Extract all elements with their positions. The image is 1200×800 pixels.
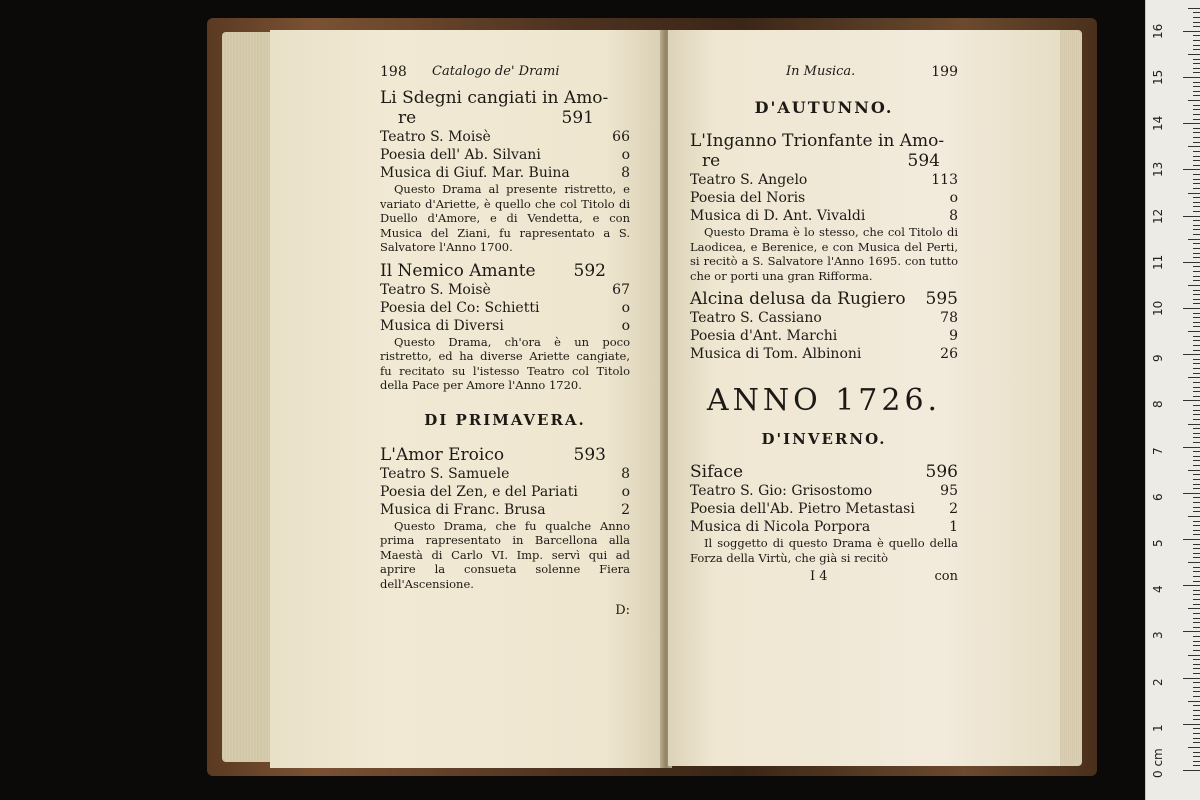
ruler-label: 10 — [1151, 300, 1165, 316]
ruler-tick — [1193, 160, 1200, 161]
ruler-tick — [1183, 585, 1200, 586]
ruler-tick — [1193, 91, 1200, 92]
ruler-tick — [1193, 618, 1200, 619]
entry-line: Poesia dell' Ab. Silvani — [380, 147, 541, 163]
ruler-tick — [1193, 299, 1200, 300]
ruler-tick — [1188, 8, 1200, 9]
entry-line-value: 8 — [621, 465, 630, 482]
ruler-tick — [1183, 77, 1200, 78]
ruler-tick — [1193, 119, 1200, 120]
ruler-tick — [1193, 17, 1200, 18]
ruler-tick — [1193, 622, 1200, 623]
ruler-tick — [1188, 655, 1200, 656]
entry-note: Questo Drama, ch'ora è un poco ristretto, ed ha diverse Ariette cangiate, fu recitato su l'istesso Teatro col Titolo della Pace per Amore l'Anno 1720. — [380, 334, 630, 392]
entry-595 — [690, 289, 958, 363]
entry-line: Poesia del Zen, e del Pariati — [380, 483, 578, 500]
ruler-label: 6 — [1151, 493, 1165, 501]
ruler-label: 15 — [1151, 69, 1165, 85]
entry-line-value: o — [621, 147, 630, 163]
entry-note: Questo Drama al presente ristretto, e variato d'Ariette, è quello che col Titolo di Duello d'Amore, e di Vendetta, e con Musica del Ziani, fu rapresentato a S. Salvatore l'Anno 1700. — [380, 182, 630, 254]
ruler-tick — [1193, 303, 1200, 304]
right-running-title: In Musica. — [786, 64, 856, 79]
entry-number: 592 — [573, 260, 606, 281]
right-page-number: 199 — [931, 64, 958, 80]
left-page — [270, 30, 664, 768]
ruler-tick — [1183, 308, 1200, 309]
ruler-label: 5 — [1151, 539, 1165, 547]
ruler-label: 16 — [1151, 23, 1165, 39]
ruler-tick — [1193, 479, 1200, 480]
ruler-tick — [1193, 368, 1200, 369]
entry-line: Musica di Diversi — [380, 317, 504, 334]
ruler-tick — [1193, 428, 1200, 429]
entry-line: Musica di Nicola Porpora — [690, 519, 871, 535]
ruler-tick — [1193, 336, 1200, 337]
ruler-tick — [1193, 502, 1200, 503]
ruler-tick — [1183, 770, 1200, 771]
ruler-tick — [1193, 696, 1200, 697]
left-page-number: 198 — [380, 64, 407, 80]
ruler-tick — [1193, 49, 1200, 50]
ruler-tick — [1193, 211, 1200, 212]
ruler-tick — [1193, 359, 1200, 360]
ruler-tick — [1193, 474, 1200, 475]
ruler-tick — [1193, 525, 1200, 526]
ruler-tick — [1193, 105, 1200, 106]
ruler-tick — [1183, 354, 1200, 355]
ruler-tick — [1193, 59, 1200, 60]
ruler-tick — [1183, 678, 1200, 679]
entry-594 — [690, 131, 958, 283]
ruler-tick — [1193, 433, 1200, 434]
ruler-tick — [1193, 271, 1200, 272]
ruler-tick — [1193, 202, 1200, 203]
ruler-label: 14 — [1151, 115, 1165, 132]
ruler-tick — [1193, 340, 1200, 341]
ruler-tick — [1193, 109, 1200, 110]
entry-line: Teatro S. Angelo — [690, 172, 808, 188]
entry-line-value: 8 — [949, 208, 958, 224]
ruler-label: 1 — [1151, 724, 1165, 732]
ruler-tick — [1188, 470, 1200, 471]
entry-592 — [380, 261, 630, 393]
catchword: D: — [615, 603, 630, 618]
ruler-tick — [1193, 765, 1200, 766]
entry-line: Musica di Giuf. Mar. Buina — [380, 165, 570, 181]
entry-line-value: o — [621, 483, 630, 500]
entry-line: Teatro S. Samuele — [380, 465, 510, 482]
right-running-head — [690, 64, 958, 84]
left-running-head — [380, 64, 630, 84]
catchword: con — [934, 569, 958, 584]
ruler-tick — [1193, 604, 1200, 605]
ruler-tick — [1188, 285, 1200, 286]
ruler-tick — [1193, 465, 1200, 466]
ruler-tick — [1193, 456, 1200, 457]
ruler-tick — [1193, 156, 1200, 157]
ruler-tick — [1193, 294, 1200, 295]
ruler-tick — [1193, 128, 1200, 129]
entry-line-value: 1 — [949, 519, 958, 535]
ruler-tick — [1193, 45, 1200, 46]
ruler-label: 2 — [1151, 677, 1165, 686]
entry-number: 591 — [561, 108, 594, 128]
ruler-tick — [1188, 193, 1200, 194]
entry-note: Questo Drama è lo stesso, che col Titolo di Laodicea, e Berenice, e con Musica del Perti, si recitò a S. Salvatore l'Anno 1695. con tutto che or porti una gran Rifforma. — [690, 225, 958, 283]
entry-line-value: 9 — [949, 328, 958, 344]
ruler-tick — [1193, 567, 1200, 568]
ruler-tick — [1193, 650, 1200, 651]
ruler-tick — [1188, 701, 1200, 702]
entry-596 — [690, 462, 958, 565]
page-edges-left — [222, 32, 274, 762]
entry-line-value: 67 — [612, 281, 630, 298]
ruler-tick — [1193, 682, 1200, 683]
ruler-tick — [1193, 451, 1200, 452]
entry-line: Poesia del Noris — [690, 190, 806, 206]
ruler-tick — [1193, 636, 1200, 637]
ruler-tick — [1193, 396, 1200, 397]
left-page-text — [380, 64, 630, 618]
ruler-tick — [1193, 557, 1200, 558]
entry-number: 596 — [925, 462, 958, 482]
ruler-tick — [1183, 31, 1200, 32]
section-heading-inverno: D'INVERNO. — [761, 430, 887, 448]
ruler-tick — [1193, 659, 1200, 660]
entry-line-value: 66 — [612, 129, 630, 145]
ruler-tick — [1193, 530, 1200, 531]
ruler-tick — [1193, 345, 1200, 346]
ruler-tick — [1193, 114, 1200, 115]
ruler-tick — [1193, 719, 1200, 720]
ruler-tick — [1193, 590, 1200, 591]
ruler-tick — [1193, 391, 1200, 392]
entry-593 — [380, 445, 630, 592]
ruler-tick — [1193, 22, 1200, 23]
ruler-label: 4 — [1151, 585, 1165, 594]
ruler-label: 8 — [1151, 400, 1165, 409]
entry-591 — [380, 88, 630, 255]
ruler-tick — [1193, 613, 1200, 614]
entry-title-cont: re — [398, 108, 417, 128]
entry-number: 595 — [925, 289, 958, 309]
ruler-tick — [1188, 424, 1200, 425]
entry-line: Teatro S. Gio: Grisostomo — [690, 483, 873, 499]
entry-line-value: 26 — [940, 346, 958, 362]
ruler-tick — [1193, 410, 1200, 411]
ruler-tick — [1188, 608, 1200, 609]
ruler-tick — [1193, 581, 1200, 582]
ruler-tick — [1193, 576, 1200, 577]
ruler-tick — [1193, 668, 1200, 669]
section-heading-primavera: DI PRIMAVERA. — [424, 410, 586, 429]
entry-title: Alcina delusa da Rugiero — [690, 289, 906, 309]
ruler-tick — [1193, 419, 1200, 420]
ruler-tick — [1193, 534, 1200, 535]
entry-line: Poesia del Co: Schietti — [380, 299, 540, 316]
ruler-tick — [1193, 253, 1200, 254]
ruler-tick — [1193, 220, 1200, 221]
entry-title: L'Inganno Trionfante in Amo- — [690, 131, 945, 151]
ruler-tick — [1193, 151, 1200, 152]
ruler-tick — [1193, 266, 1200, 267]
entry-line-value: 113 — [931, 172, 958, 188]
ruler-tick — [1193, 174, 1200, 175]
ruler-tick — [1193, 460, 1200, 461]
ruler-tick — [1188, 239, 1200, 240]
ruler-label: 3 — [1151, 631, 1165, 640]
ruler-tick — [1193, 183, 1200, 184]
entry-line: Teatro S. Moisè — [380, 129, 491, 145]
ruler-tick — [1193, 414, 1200, 415]
ruler-tick — [1193, 317, 1200, 318]
ruler-tick — [1193, 761, 1200, 762]
ruler-tick — [1193, 497, 1200, 498]
ruler-label: 7 — [1151, 446, 1165, 455]
right-page — [668, 30, 1060, 766]
ruler-tick — [1193, 234, 1200, 235]
ruler-tick — [1193, 188, 1200, 189]
entry-title: Li Sdegni cangiati in Amo- — [380, 88, 609, 108]
entry-line: Teatro S. Cassiano — [690, 310, 822, 326]
ruler-tick — [1193, 742, 1200, 743]
entry-title-cont: re — [702, 151, 721, 171]
measurement-ruler — [1145, 0, 1200, 800]
ruler-tick — [1193, 728, 1200, 729]
ruler-tick — [1193, 137, 1200, 138]
ruler-tick — [1188, 331, 1200, 332]
ruler-tick — [1183, 631, 1200, 632]
ruler-tick — [1193, 387, 1200, 388]
ruler-tick — [1193, 63, 1200, 64]
ruler-tick — [1193, 507, 1200, 508]
ruler-tick — [1188, 377, 1200, 378]
ruler-tick — [1193, 197, 1200, 198]
ruler-tick — [1193, 687, 1200, 688]
ruler-tick — [1193, 715, 1200, 716]
ruler-tick — [1193, 86, 1200, 87]
ruler-tick — [1188, 747, 1200, 748]
entry-note: Il soggetto di questo Drama è quello della Forza della Virtù, che già si recitò — [690, 536, 958, 565]
ruler-tick — [1193, 132, 1200, 133]
ruler-tick — [1193, 350, 1200, 351]
ruler-label: 11 — [1151, 254, 1165, 270]
ruler-tick — [1193, 179, 1200, 180]
ruler-tick — [1193, 95, 1200, 96]
ruler-tick — [1183, 216, 1200, 217]
ruler-tick — [1193, 72, 1200, 73]
entry-line: Poesia d'Ant. Marchi — [690, 328, 838, 344]
ruler-tick — [1193, 142, 1200, 143]
ruler-tick — [1193, 276, 1200, 277]
ruler-tick — [1193, 599, 1200, 600]
ruler-label: 12 — [1151, 208, 1165, 224]
ruler-tick — [1183, 539, 1200, 540]
ruler-tick — [1193, 280, 1200, 281]
ruler-tick — [1193, 248, 1200, 249]
ruler-tick — [1193, 382, 1200, 383]
ruler-tick — [1193, 733, 1200, 734]
ruler-tick — [1193, 229, 1200, 230]
ruler-tick — [1188, 54, 1200, 55]
entry-line-value: o — [621, 317, 630, 334]
right-page-text — [690, 64, 958, 584]
ruler-tick — [1183, 447, 1200, 448]
entry-line: Musica di Tom. Albinoni — [690, 346, 862, 362]
ruler-tick — [1193, 442, 1200, 443]
ruler-tick — [1193, 313, 1200, 314]
ruler-tick — [1188, 100, 1200, 101]
entry-line-value: 8 — [621, 165, 630, 181]
entry-title: Il Nemico Amante — [380, 260, 536, 281]
left-running-title: Catalogo de' Drami — [432, 64, 560, 79]
entry-line: Poesia dell'Ab. Pietro Metastasi — [690, 501, 915, 517]
ruler-tick — [1183, 169, 1200, 170]
signature-mark: I 4 — [810, 569, 828, 584]
ruler-tick — [1193, 206, 1200, 207]
entry-line: Teatro S. Moisè — [380, 281, 491, 298]
ruler-label: 13 — [1151, 162, 1165, 178]
ruler-tick — [1193, 705, 1200, 706]
ruler-tick — [1188, 146, 1200, 147]
ruler-tick — [1183, 400, 1200, 401]
ruler-tick — [1193, 738, 1200, 739]
ruler-tick — [1193, 484, 1200, 485]
entry-title: L'Amor Eroico — [380, 444, 505, 465]
ruler-tick — [1183, 123, 1200, 124]
entry-number: 594 — [907, 151, 940, 171]
ruler-unit-label: 0 cm — [1151, 748, 1165, 778]
entry-title: Siface — [690, 462, 744, 482]
ruler-tick — [1193, 511, 1200, 512]
ruler-tick — [1193, 290, 1200, 291]
section-heading-autunno: D'AUTUNNO. — [754, 98, 894, 117]
ruler-tick — [1193, 437, 1200, 438]
ruler-tick — [1193, 756, 1200, 757]
ruler-tick — [1193, 571, 1200, 572]
ruler-tick — [1193, 243, 1200, 244]
entry-line-value: o — [621, 299, 630, 316]
ruler-tick — [1193, 710, 1200, 711]
ruler-tick — [1193, 544, 1200, 545]
entry-line-value: 2 — [621, 501, 630, 518]
ruler-tick — [1193, 664, 1200, 665]
ruler-tick — [1183, 493, 1200, 494]
ruler-tick — [1193, 12, 1200, 13]
ruler-tick — [1193, 257, 1200, 258]
ruler-tick — [1193, 641, 1200, 642]
ruler-tick — [1183, 724, 1200, 725]
ruler-tick — [1193, 521, 1200, 522]
entry-line: Musica di D. Ant. Vivaldi — [690, 208, 866, 224]
ruler-tick — [1193, 326, 1200, 327]
ruler-tick — [1193, 405, 1200, 406]
ruler-tick — [1193, 673, 1200, 674]
ruler-tick — [1193, 548, 1200, 549]
entry-line-value: 78 — [940, 310, 958, 326]
ruler-tick — [1193, 225, 1200, 226]
ruler-tick — [1193, 752, 1200, 753]
ruler-tick — [1193, 691, 1200, 692]
ruler-tick — [1193, 553, 1200, 554]
ruler-tick — [1188, 562, 1200, 563]
ruler-tick — [1193, 488, 1200, 489]
entry-note: Questo Drama, che fu qualche Anno prima rapresentato in Barcellona alla Maestà di Carlo VI. Imp. servì qui ad aprire la consueta solenne Fiera dell'Ascensione. — [380, 518, 630, 591]
ruler-tick — [1193, 68, 1200, 69]
entry-line-value: 95 — [940, 483, 958, 499]
entry-line: Musica di Franc. Brusa — [380, 501, 546, 518]
ruler-tick — [1188, 516, 1200, 517]
ruler-label: 9 — [1151, 354, 1165, 363]
ruler-tick — [1183, 262, 1200, 263]
ruler-tick — [1193, 627, 1200, 628]
ruler-tick — [1193, 373, 1200, 374]
ruler-tick — [1193, 322, 1200, 323]
ruler-tick — [1193, 594, 1200, 595]
entry-line-value: o — [949, 190, 958, 206]
ruler-tick — [1193, 82, 1200, 83]
ruler-tick — [1193, 363, 1200, 364]
ruler-tick — [1193, 165, 1200, 166]
year-heading: ANNO 1726. — [706, 383, 942, 418]
ruler-tick — [1193, 645, 1200, 646]
ruler-tick — [1193, 26, 1200, 27]
entry-number: 593 — [573, 444, 606, 465]
ruler-tick — [1193, 35, 1200, 36]
ruler-tick — [1193, 40, 1200, 41]
entry-line-value: 2 — [949, 501, 958, 517]
